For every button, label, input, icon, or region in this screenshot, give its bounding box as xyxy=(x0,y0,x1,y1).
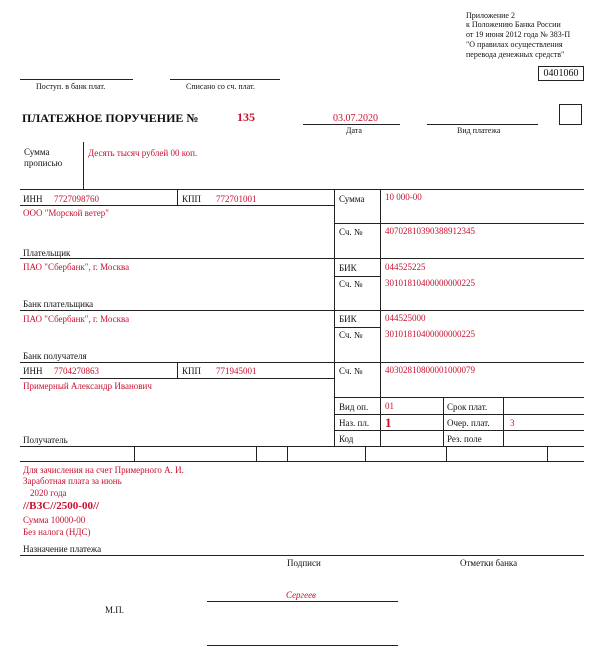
tax-field-divider xyxy=(446,446,447,461)
payer-status-box xyxy=(559,104,582,125)
payee-account: 40302810800001000079 xyxy=(385,365,475,375)
payer-kpp-label: КПП xyxy=(182,194,202,204)
document-date: 03.07.2020 xyxy=(333,113,378,124)
op-type: 01 xyxy=(385,401,394,411)
payer-inn: 7727098760 xyxy=(54,194,99,204)
payee-inn: 7704270863 xyxy=(54,366,99,376)
reserve-label: Рез. поле xyxy=(447,434,482,444)
form-code: 0401060 xyxy=(543,68,579,79)
payer-bank-corr-account: 30101810400000000225 xyxy=(385,278,475,288)
grid-line xyxy=(334,327,380,328)
payer-bank-label: Банк плательщика xyxy=(23,299,94,309)
grid-divider xyxy=(443,397,444,446)
signatures-label: Подписи xyxy=(287,558,321,568)
appendix-line-2: к Положению Банка России xyxy=(466,20,561,29)
bank-marks-label: Отметки банка xyxy=(460,558,518,568)
payee-label: Получатель xyxy=(23,435,68,445)
appendix-line-1: Приложение 2 xyxy=(466,11,515,20)
payer-bank-bik: 044525225 xyxy=(385,262,426,272)
order-value: 3 xyxy=(510,418,515,428)
tax-field-divider xyxy=(547,446,548,461)
amount-value: 10 000-00 xyxy=(385,192,422,202)
tax-field-divider xyxy=(287,446,288,461)
grid-line xyxy=(334,430,584,431)
payee-bank-bik-label: БИК xyxy=(339,314,357,324)
grid-line xyxy=(20,446,584,447)
grid-line xyxy=(20,258,584,259)
appendix-line-4: "О правилах осуществления xyxy=(466,40,563,49)
date-label: Дата xyxy=(346,126,362,135)
payer-kpp: 772701001 xyxy=(216,194,257,204)
purpose-line-2: Заработная плата за июнь xyxy=(23,476,122,486)
purpose-line-3: 2020 года xyxy=(30,488,67,498)
grid-line xyxy=(334,397,584,398)
stamp-label: М.П. xyxy=(105,605,125,615)
grid-line xyxy=(20,310,584,311)
signature-line-1 xyxy=(207,601,398,602)
grid-line xyxy=(20,362,584,363)
purpose-code-label: Наз. пл. xyxy=(339,418,370,428)
amount-words-divider xyxy=(83,142,84,189)
amount-words: Десять тысяч рублей 00 коп. xyxy=(88,148,198,158)
received-line xyxy=(20,79,133,80)
purpose-line-1: Для зачисления на счет Примерного А. И. xyxy=(23,465,184,475)
order-label: Очер. плат. xyxy=(447,418,490,428)
payer-bank-name: ПАО "Сбербанк", г. Москва xyxy=(23,262,130,272)
payee-bank-corr-label: Сч. № xyxy=(339,330,363,340)
payee-name: Примерный Александр Иванович xyxy=(23,381,152,391)
payee-bank-corr-account: 30101810400000000225 xyxy=(385,329,475,339)
payee-bank-bik: 044525000 xyxy=(385,313,426,323)
grid-line xyxy=(20,189,584,190)
purpose-label: Назначение платежа xyxy=(23,544,102,554)
tax-field-divider xyxy=(134,446,135,461)
debited-label: Списано со сч. плат. xyxy=(186,82,255,91)
appendix-line-5: перевода денежных средств" xyxy=(466,50,565,59)
term-label: Срок плат. xyxy=(447,402,488,412)
grid-divider xyxy=(503,397,504,446)
payer-bank-corr-label: Сч. № xyxy=(339,279,363,289)
grid-divider xyxy=(380,189,381,446)
op-type-label: Вид оп. xyxy=(339,402,369,412)
purpose-line-4: //ВЗС//2500-00// xyxy=(23,500,100,512)
payment-type-label: Вид платежа xyxy=(457,126,501,135)
document-number: 135 xyxy=(237,110,255,124)
tax-field-divider xyxy=(365,446,366,461)
payment-type-line xyxy=(427,124,538,125)
payer-account: 40702810390388912345 xyxy=(385,226,475,236)
tax-field-divider xyxy=(256,446,257,461)
payee-inn-label: ИНН xyxy=(23,366,43,376)
payee-kpp-label: КПП xyxy=(182,366,202,376)
payee-bank-label: Банк получателя xyxy=(23,351,87,361)
grid-line xyxy=(334,223,584,224)
appendix-line-3: от 19 июня 2012 года № 383-П xyxy=(466,30,571,39)
grid-line xyxy=(20,461,584,462)
document-title: ПЛАТЕЖНОЕ ПОРУЧЕНИЕ № xyxy=(22,111,199,125)
payee-account-label: Сч. № xyxy=(339,366,363,376)
debited-line xyxy=(170,79,280,80)
payer-account-label: Сч. № xyxy=(339,227,363,237)
grid-line xyxy=(20,205,334,206)
purpose-bottom-line xyxy=(20,555,584,556)
payer-bank-bik-label: БИК xyxy=(339,263,357,273)
amount-words-label-2: прописью xyxy=(24,158,63,168)
payer-name: ООО "Морской ветер" xyxy=(23,208,109,218)
grid-line xyxy=(20,378,334,379)
purpose-line-6: Без налога (НДС) xyxy=(23,527,91,537)
signature-line-2 xyxy=(207,645,398,646)
signature-name: Сергеев xyxy=(286,590,316,600)
grid-line xyxy=(334,414,584,415)
payer-label: Плательщик xyxy=(23,248,71,258)
grid-divider xyxy=(177,189,178,205)
form-code-box xyxy=(538,66,584,81)
amount-label: Сумма xyxy=(339,194,365,204)
grid-line xyxy=(334,276,380,277)
payee-kpp: 771945001 xyxy=(216,366,257,376)
amount-words-label-1: Сумма xyxy=(24,147,50,157)
purpose-code: 1 xyxy=(385,415,392,430)
payee-bank-name: ПАО "Сбербанк", г. Москва xyxy=(23,314,130,324)
date-line xyxy=(303,124,400,125)
code-label: Код xyxy=(339,434,354,444)
grid-divider xyxy=(177,362,178,378)
purpose-line-5: Сумма 10000-00 xyxy=(23,515,86,525)
payer-inn-label: ИНН xyxy=(23,194,43,204)
grid-divider xyxy=(334,189,335,446)
received-label: Поступ. в банк плат. xyxy=(36,82,106,91)
